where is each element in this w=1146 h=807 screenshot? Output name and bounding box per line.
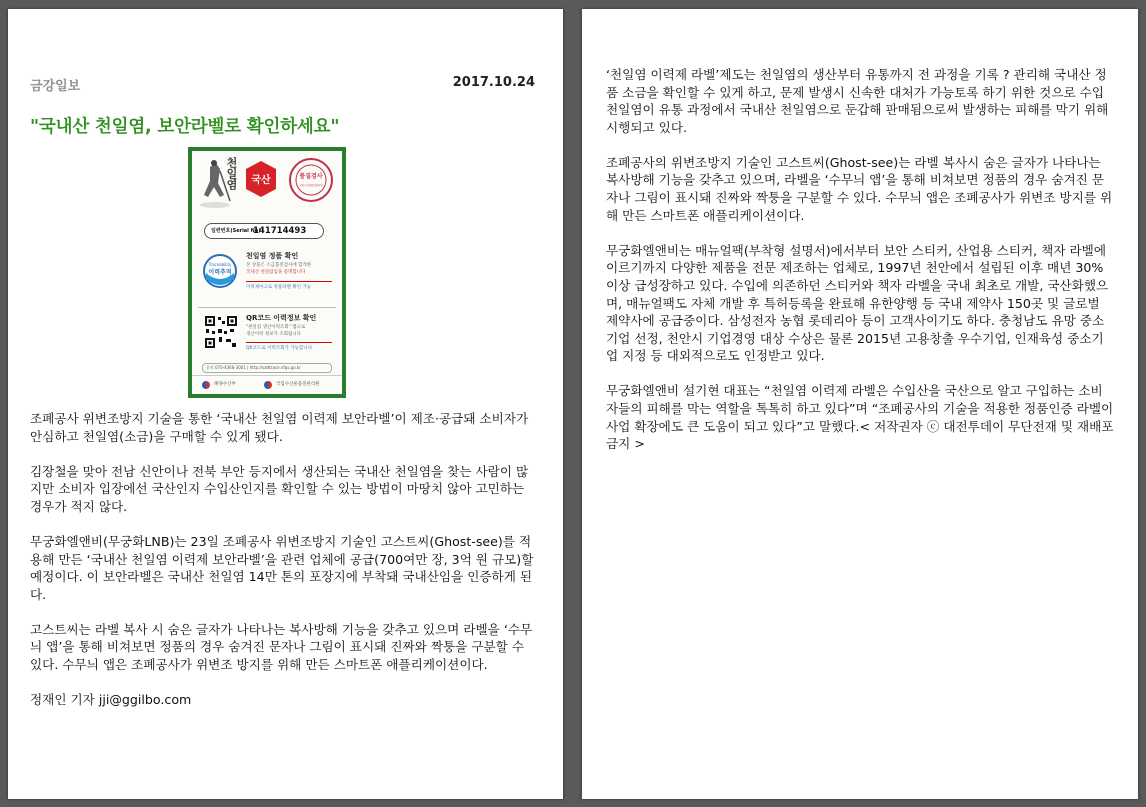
qr-code-icon bbox=[204, 315, 238, 349]
section2-note: "천일염 생산이력조회" 앱으로 bbox=[246, 325, 306, 330]
article-body-right bbox=[606, 66, 1114, 470]
seal-subtext: 국립수산물품질관리원 bbox=[299, 184, 323, 187]
document-page-left bbox=[8, 9, 563, 799]
article-headline: "국내산 천일염, 보안라벨로 확인하세요" bbox=[30, 117, 340, 137]
paragraph: 무궁화엘앤비(무궁화LNB)는 23일 조폐공사 위변조방지 기술인 고스트씨(Ghost-see)를 적용해 만든 ‘국내산 천일염 이력제 보안라벨’을 관련 업체에 공급(700여만 장, 3억 원 규모)할 예정이다. 이 보안라벨은 국내산 천일염 14만 톤의 포장지에 부착돼 국내산임을 인증하게 된다. bbox=[30, 533, 534, 602]
serial-number-box bbox=[204, 223, 324, 239]
serial-label: 일련번호(Serial No) bbox=[211, 228, 261, 234]
paragraph: 무궁화엘앤비는 매뉴얼팩(부착형 설명서)에서부터 보안 스티커, 산업용 스티커, 책자 라벨에 이르기까지 다양한 제품을 전문 제조하는 업체로, 1997년 천안에서 설립된 이후 매년 30% 이상 급성장하고 있다. 수입에 의존하던 스티커와 책자 라벨을 국내 최초로 개발, 국산화했으며, 매뉴얼팩도 자체 개발 후 특허등록을 완료해 유한양행 등 국내 제약사 150곳 및 글로벌 제약사에 공급중이다. 삼성전자 농협 롯데리아 등이 고객사이기도 하다. 충청남도 유망 중소기업 선정, 천안시 기업경영 대상 수상은 물론 2015년 고용창출 우수기업, 인재육성 중소기업 지정 등 대외적으로도 인정받고 있다. bbox=[606, 242, 1109, 364]
korea-origin-badge bbox=[244, 159, 278, 199]
publish-date: 2017.10.24 bbox=[452, 75, 535, 90]
paragraph: 고스트씨는 라벨 복사 시 숨은 글자가 나타나는 복사방해 기능을 갖추고 있으며 라벨을 ‘수무늬 앱’을 통해 비쳐보면 정품의 경우 숨겨진 문자나 그림이 표시돼 진짜와 짝퉁을 구분할 수 있다. 수무늬 앱은 조폐공사가 위변조 방지를 위해 만든 스마트폰 애플리케이션이다. bbox=[30, 621, 533, 673]
security-label-photo bbox=[188, 147, 346, 398]
qr-section bbox=[192, 309, 342, 359]
badge-text: 국산 bbox=[251, 175, 271, 186]
section1-note2: 국내산 천일염임을 증명합니다 bbox=[246, 270, 306, 275]
quality-inspection-seal bbox=[288, 157, 334, 203]
government-logo-icon bbox=[202, 381, 210, 389]
section2-title: QR코드 이력정보 확인 bbox=[246, 314, 317, 322]
article-header bbox=[30, 75, 535, 95]
section1-title: 천일염 정품 확인 bbox=[246, 252, 299, 260]
section2-rule bbox=[246, 342, 332, 343]
ministry-right: 국립수산물품질관리원 bbox=[276, 382, 320, 387]
section2-link: QR코드로 이력조회가 가능합니다 bbox=[246, 346, 313, 351]
ministry-footer bbox=[192, 375, 342, 394]
byline: 정재인 기자 jji@ggilbo.com bbox=[30, 692, 192, 708]
traceability-korean: 이력추적 bbox=[208, 269, 232, 276]
contact-info: 문의 070-4366-3001 | http://salttrace.nfqs.go.kr bbox=[202, 363, 332, 373]
document-page-right bbox=[582, 9, 1138, 799]
section1-link: 이력제마크로 정품라벨 확인 가능 bbox=[246, 285, 312, 290]
government-logo-icon bbox=[264, 381, 272, 389]
paragraph: 조폐공사의 위변조방지 기술인 고스트씨(Ghost-see)는 라벨 복사시 숨은 글자가 나타나는 복사방해 기능을 갖추고 있으며, 라벨을 ‘수무늬 앱’을 통해 비쳐보면 정품의 경우 숨겨진 문자나 그림이 표시돼 진짜와 짝퉁을 구분할 수 있다. 수무늬 앱은 조폐공사가 위변조 방지를 위해 만든 스마트폰 애플리케이션이다. bbox=[606, 154, 1113, 223]
traceability-icon bbox=[202, 253, 238, 291]
traceability-label: Traceability bbox=[208, 262, 232, 267]
section1-rule bbox=[246, 281, 332, 282]
newspaper-name: 금강일보 bbox=[30, 79, 81, 94]
paragraph: 조폐공사 위변조방지 기술을 통한 ‘국내산 천일염 이력제 보안라벨’이 제조·공급돼 소비자가 안심하고 천일염(소금)을 구매할 수 있게 됐다. bbox=[30, 411, 529, 444]
paragraph: 김장철을 맞아 전남 신안이나 전북 부안 등지에서 생산되는 국내산 천일염을 찾는 사람이 많지만 소비자 입장에선 국산인지 수입산인지를 확인할 수 있는 방법이 마땅치 않아 고민하는 경우가 적지 않다. bbox=[30, 463, 529, 514]
label-divider bbox=[198, 307, 336, 308]
traceability-section bbox=[192, 247, 342, 307]
paragraph: 무궁화엘앤비 설기현 대표는 “천일염 이력제 라벨은 수입산을 국산으로 알고 구입하는 소비자들의 피해를 막는 역할을 톡톡히 하고 있다”며 “조폐공사의 기술을 적용한 정품인증 라벨이 사업 확장에도 큰 도움이 되고 있다”고 말했다.< 저작권자 ⓒ 대전투데이 무단전재 및 재배포금지 > bbox=[606, 383, 1114, 452]
section2-note2: 생산이력 정보가 조회됩니다 bbox=[246, 332, 302, 337]
ministry-left: 해양수산부 bbox=[214, 382, 236, 387]
seal-text: 품질검사 bbox=[299, 173, 323, 180]
article-body-left bbox=[30, 410, 538, 726]
serial-number: 141714493 bbox=[253, 226, 307, 236]
label-brand-text: 천일염 bbox=[225, 157, 238, 190]
paragraph: ‘천일염 이력제 라벨’제도는 천일염의 생산부터 유통까지 전 과정을 기록 ? 관리해 국내산 정품 소금을 확인할 수 있게 하고, 문제 발생시 신속한 대처가 가능토록 하기 위한 것으로 수입 천일염이 유통 과정에서 국내산 천일염으로 둔갑해 판매됨으로써 발생하는 피해를 막기 위해 시행되고 있다. bbox=[606, 67, 1109, 135]
section1-note: 본 상품은 소금품질검사에 합격한 bbox=[246, 263, 312, 268]
